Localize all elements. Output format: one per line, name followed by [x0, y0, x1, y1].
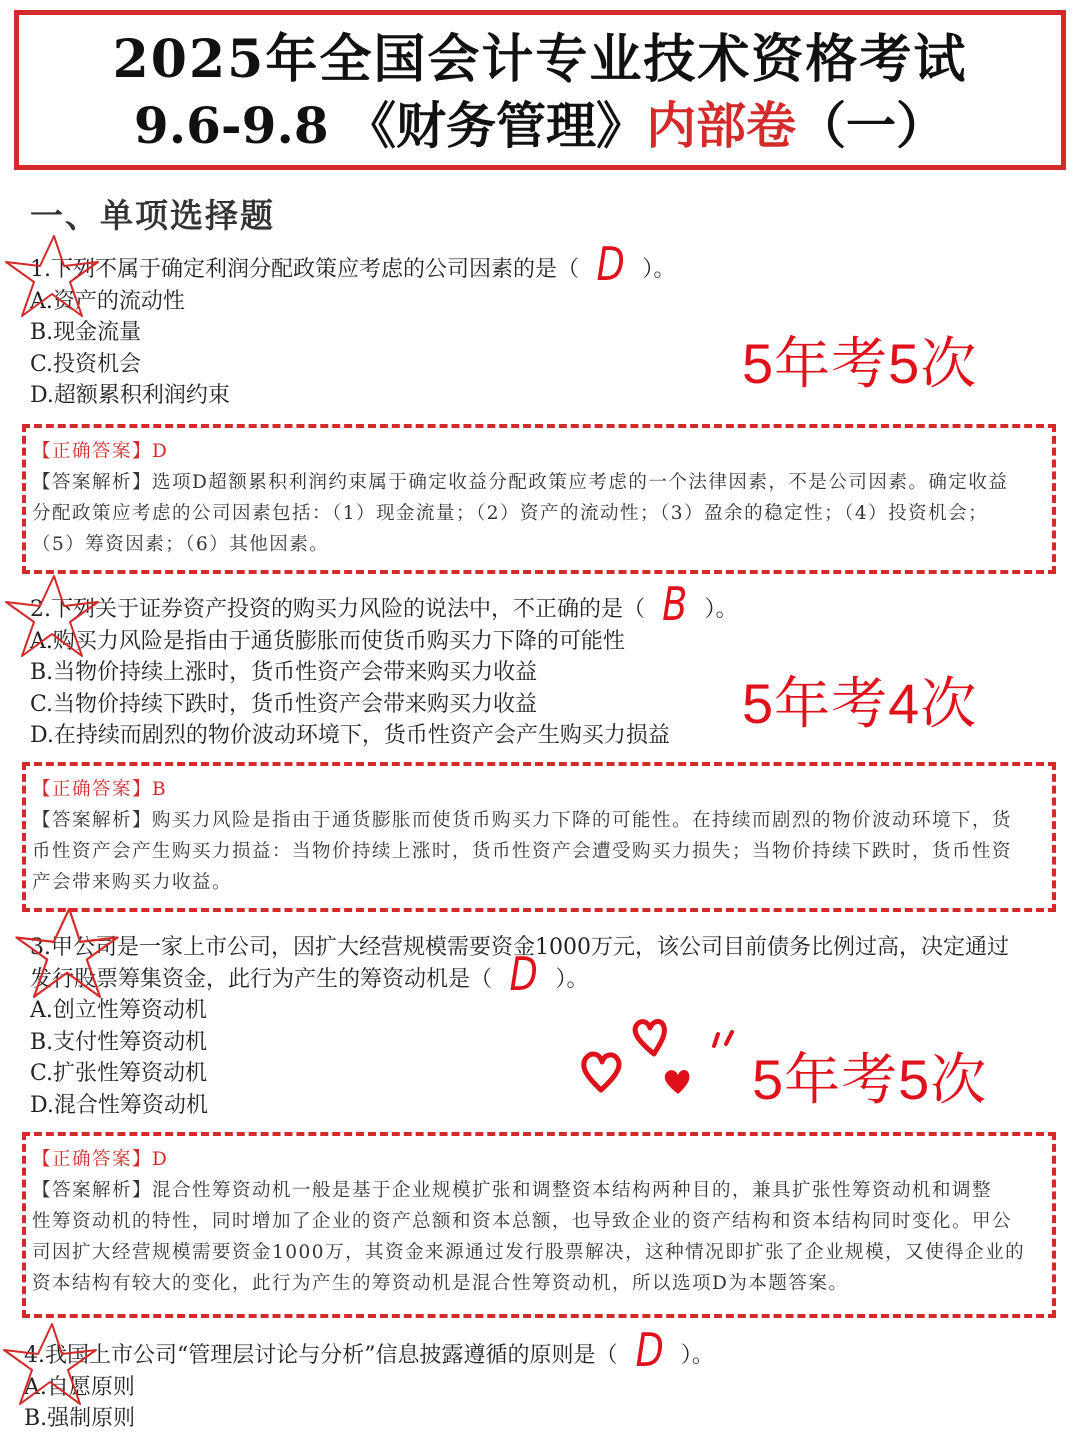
question-stem: 2.下列关于证券资产投资的购买力风险的说法中，不正确的是（ B ）。: [30, 577, 738, 631]
subtitle-suffix: （一）: [796, 96, 947, 155]
option: A.创立性筹资动机: [30, 998, 207, 1023]
answer-line: [32, 774, 1046, 805]
hearts-doodle-icon: [576, 1010, 746, 1100]
option: B.支付性筹资动机: [30, 1029, 208, 1055]
option: B.现金流量: [30, 320, 142, 345]
handwritten-note: 5年考5次: [752, 1048, 988, 1111]
answer-value: D: [152, 441, 169, 462]
question-1: [30, 237, 676, 412]
question-stem: 1.下列不属于确定利润分配政策应考虑的公司因素的是（ D ）。: [30, 237, 676, 291]
handwritten-answer: D: [509, 946, 538, 1001]
answer-label: 【正确答案】: [32, 441, 153, 462]
option: D.超额累积利润约束: [30, 383, 230, 408]
option: D.在持续而剧烈的物价波动环境下，货币性资产会产生购买力损益: [30, 723, 670, 748]
option: D.混合性筹资动机: [30, 1092, 208, 1118]
answer-box: [22, 762, 1056, 912]
analysis-text: 【答案解析】购买力风险是指由于通货膨胀而使货币购买力下降的可能性。在持续而剧烈的物价波动环境下，货 币性资产会产生购买力损益：当物价持续上涨时，货币性资产会遭受购买力损失；当物价持续下跌时，货币性资 产会带来购买力收益。: [32, 810, 1013, 893]
answer-label: 【正确答案】: [32, 1149, 153, 1170]
analysis-text: 【答案解析】选项D超额累积利润约束属于确定收益分配政策应考虑的一个法律因素，不是公司因素。确定收益 分配政策应考虑的公司因素包括：（1）现金流量；（2）资产的流动性；（3）盈余的稳定性；（4）投资机会； （5）筹资因素；（6）其他因素。: [32, 472, 1009, 555]
star-doodle-icon: [2, 572, 102, 662]
star-doodle-icon: [0, 1320, 100, 1410]
exam-subtitle: [19, 95, 1061, 157]
answer-value: B: [152, 779, 168, 800]
answer-box: [22, 424, 1056, 574]
section-title: 一、单项选择题: [30, 196, 275, 235]
option: B.当物价持续上涨时，货币性资产会带来购买力收益: [30, 660, 538, 685]
star-doodle-icon: [2, 232, 102, 322]
handwritten-answer: B: [662, 577, 688, 631]
question-stem: 发行股票筹集资金，此行为产生的筹资动机是（ D ）。: [30, 946, 589, 1001]
star-doodle-icon: [12, 904, 122, 1004]
subtitle-prefix: 9.6-9.8 《财务管理》: [133, 96, 647, 155]
analysis-text: 【答案解析】混合性筹资动机一般是基于企业规模扩张和调整资本结构两种目的，兼具扩张性筹资动机和调整 性筹资动机的特性，同时增加了企业的资产总额和资本总额，也导致企业的资产结构和资本结构同时变化。甲公 司因扩大经营规模需要资金1000万，其资金来源通过发行股票解决，这种情况即扩张了企业规模，又使得企业的 资本结构有较大的变化，此行为产生的筹资动机是混合性筹资动机，所以选项D为本题答案。: [32, 1180, 1026, 1294]
answer-value: D: [152, 1149, 169, 1170]
option: A.自愿原则: [24, 1374, 135, 1400]
option: A.资产的流动性: [30, 288, 185, 314]
question-4: [24, 1323, 714, 1435]
handwritten-answer: D: [635, 1323, 664, 1377]
subtitle-red: 内部卷: [646, 96, 797, 155]
option: C.当物价持续下跌时，货币性资产会带来购买力收益: [30, 691, 538, 717]
option: A.购买力风险是指由于通货膨胀而使货币购买力下降的可能性: [30, 628, 625, 654]
question-stem: 4.我国上市公司“管理层讨论与分析”信息披露遵循的原则是（ D ）。: [24, 1323, 714, 1377]
option: B.强制原则: [24, 1406, 136, 1431]
exam-title: 2025年全国会计专业技术资格考试: [112, 29, 968, 90]
handwritten-answer: D: [596, 237, 625, 291]
exam-header: [14, 10, 1066, 170]
handwritten-note: 5年考4次: [742, 672, 978, 735]
answer-line: [32, 436, 1046, 467]
question-2: [30, 577, 738, 752]
answer-box: [22, 1132, 1056, 1318]
answer-label: 【正确答案】: [32, 779, 153, 800]
handwritten-note: 5年考5次: [742, 332, 978, 395]
question-stem: 3.甲公司是一家上市公司，因扩大经营规模需要资金1000万元，该公司目前债务比例过高，决定通过: [30, 935, 1009, 960]
answer-line: [32, 1144, 1046, 1175]
option: C.扩张性筹资动机: [30, 1061, 208, 1086]
option: C.投资机会: [30, 351, 142, 377]
